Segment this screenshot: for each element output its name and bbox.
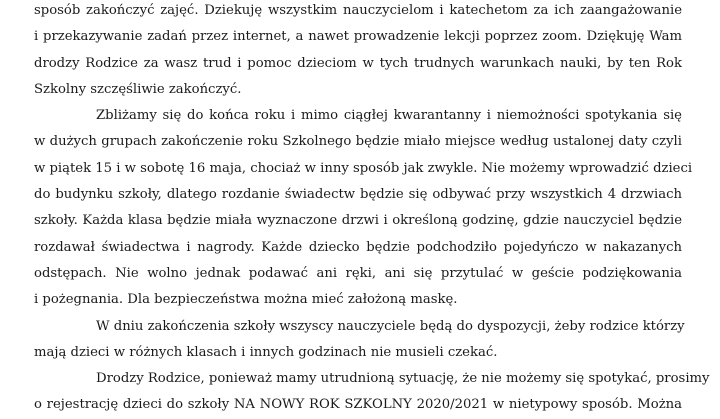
text-line: mają dzieci w różnych klasach i innych godzinach nie musieli czekać. <box>34 344 498 360</box>
text-line: Zbliżamy się do końca roku i mimo ciągłej kwarantanny i niemożności spotykania się <box>96 108 682 124</box>
paragraph-end-of-year <box>34 103 693 313</box>
text-line: do budynku szkoły, dlatego rozdanie świadectw będzie się odbywać przy wszystkich 4 drzwiach <box>34 187 682 203</box>
text-line: w dużych grupach zakończenie roku Szkolnego będzie miało miejsce według ustalonej daty czyli <box>34 134 682 150</box>
document-body <box>34 0 710 419</box>
text-line: Drodzy Rodzice, ponieważ mamy utrudnioną sytuację, że nie możemy się spotykać, prosimy <box>96 371 710 387</box>
text-line: sposób zakończyć zajęć. Dziekuję wszystkim nauczycielom i katechetom za ich zaangażowanie <box>34 3 682 18</box>
paragraph-teachers-available <box>34 314 685 367</box>
paragraph-thanks <box>34 0 682 103</box>
text-line: drodzy Rodzice za wasz trud i pomoc dzieciom w tych trudnych warunkach nauki, by ten Rok <box>34 55 682 71</box>
text-line: i pożegnania. Dla bezpieczeństwa można mieć założoną maskę. <box>34 292 458 308</box>
text-line: w piątek 15 i w sobotę 16 maja, chociaż w inny sposób jak zwykle. Nie możemy wprowadzić dzieci <box>34 160 693 176</box>
text-line: szkoły. Każda klasa będzie miała wyznaczone drzwi i określoną godzinę, gdzie nauczyciel będzie <box>34 213 682 229</box>
text-line: i przekazywanie zadań przez internet, a nawet prowadzenie lekcji poprzez zoom. Dziękuję Wam <box>34 29 682 45</box>
text-line: odstępach. Nie wolno jednak podawać ani ręki, ani się przytulać w geście podziękowania <box>34 265 682 281</box>
text-line: Szkolny szczęśliwie zakończyć. <box>34 81 242 97</box>
text-line: W dniu zakończenia szkoły wszyscy nauczyciele będą do dyspozycji, żeby rodzice którzy <box>96 318 685 334</box>
text-line: rozdawał świadectwa i nagrody. Każde dziecko będzie podchodziło pojedyńczo w nakazanych <box>34 239 682 255</box>
paragraph-registration <box>34 366 710 419</box>
text-line: o rejestrację dzieci do szkoły NA NOWY ROK SZKOLNY 2020/2021 w nietypowy sposób. Można <box>34 397 682 413</box>
